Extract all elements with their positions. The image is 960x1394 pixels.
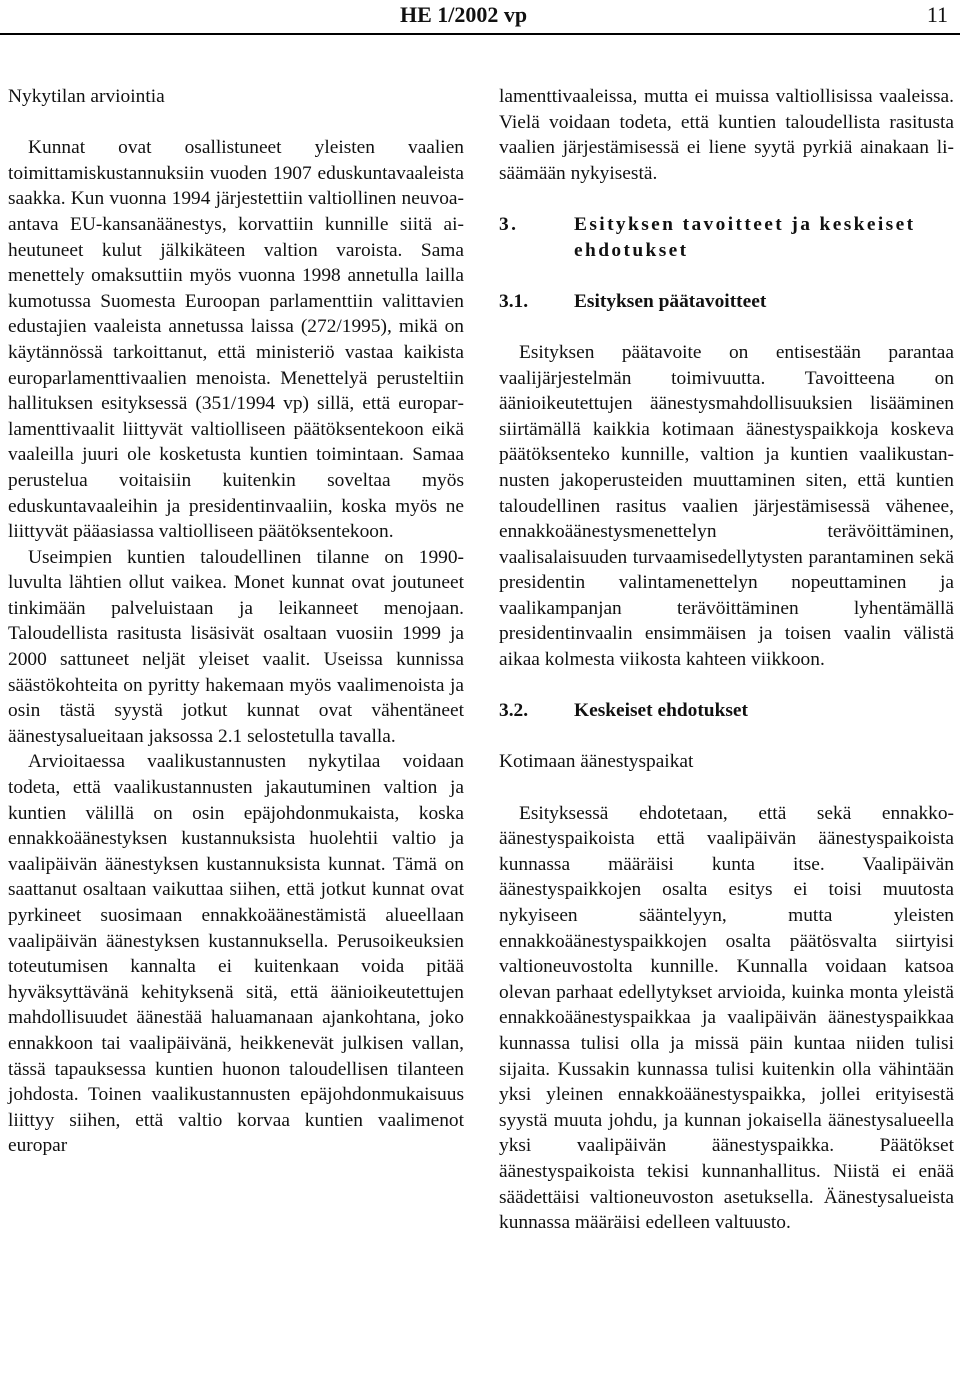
right-column <box>499 84 954 1236</box>
paragraph: Esityksen päätavoite on entisestään parantaa vaalijärjestelmän toimivuutta. Tavoitteena on äänioikeutettujen äänestysmahdollisuuksien lisääminen siirtämällä kaikkia kotimaan äänestyspaikkoja koskeva päätöksenteko kunnille, valtion ja kuntien vaalikustannusten jakoperusteiden muuttaminen siten, että kuntien taloudellinen rasitus vaalien järjestämisessä vähenee, ennakkoäänestysmenettelyn terävöittäminen, vaalisalaisuuden turvaamisedellytysten parantaminen sekä presidentin valintamenettelyn nopeuttaminen ja vaalikampanjan terävöittäminen lyhentämällä presidentinvaalin ensimmäisen ja toisen vaalin välistä aikaa kolmesta viikosta kahteen viikkoon. <box>499 341 954 671</box>
left-column <box>8 84 464 1159</box>
paragraph: Esityksessä ehdotetaan, että sekä ennakkoäänestyspaikoista että vaalipäivän äänestyspaikoista kunnassa määräisi kunta itse. Vaalipäivän äänestyspaikkojen osalta esitys ei toisi muutosta nykyiseen sääntelyyn, mutta yleisten ennakkoäänestyspaikkojen osalta päätösvalta siirtyisi valtioneuvostolta kunnille. Kunnalla voidaan katsoa olevan parhaat edellytykset arvioida, kuinka monta yleistä ennakkoäänestyspaikkaa ja vaalipäivän äänestyspaikkaa kunnassa tulisi olla ja missä päin kuntaa niiden tulisi sijaita. Kussakin kunnassa tulisi kuitenkin olla vähintään yksi yleinen ennakkoäänestyspaikka, jollei erityisestä syystä muuta johdu, ja kunnan jokaisella äänestysalueella yksi vaalipäivän äänestyspaikka. Päätökset äänestyspaikoista tekisi kunnanhallitus. Niistä ei enää säädettäisi valtioneuvoston asetuksella. Äänestysalueista kunnassa määräisi edelleen valtuusto. <box>499 802 954 1234</box>
section-title: Esityksen tavoitteet ja keskeiset ehdotukset <box>574 213 916 261</box>
page-number: 11 <box>926 2 948 27</box>
paragraph: Arvioitaessa vaalikustannusten nykytilaa voidaan todeta, että vaalikustannusten jakautuminen valtion ja kuntien välillä on osin epäjohdonmukaista, koska ennakkoäänestyksen kustannuksista huolehtii valtio ja vaalipäivän äänestyksen kustannuksista kunnat. Tämä on saattanut osaltaan vaikuttaa siihen, että jotkut kunnat ovat pyrkineet suosimaan ennakkoäänestämistä alueellaan vaalipäivän äänestyksen kustannuksella. Perusoikeuksien toteutumisen kannalta ei kuitenkaan voida pitää hyväksyttävänä kehityksenä sitä, että äänioikeutettujen mahdollisuudet äänestää haluamanaan ajankohtana, joko ennakkoon tai vaalipäivänä, heikkenevät julkisen vallan, tässä tapauksessa kuntien huonon taloudellisen tilanteen johdosta. Toinen vaalikustannusten epäjohdonmukaisuus liittyy siihen, että valtio korvaa kuntien vaalimenot europar <box>8 751 464 1157</box>
section-number: 3.2. <box>499 700 529 722</box>
subheading-domestic-polling-places: Kotimaan äänestyspaikat <box>499 751 694 773</box>
section-3-2-heading <box>499 698 954 724</box>
document-title: HE 1/2002 vp <box>400 2 528 27</box>
section-title: Esityksen päätavoitteet <box>574 290 767 312</box>
section-heading-current-state: Nykytilan arviointia <box>8 86 165 107</box>
page-header <box>0 0 960 36</box>
section-3-heading <box>499 212 954 263</box>
section-title: Keskeiset ehdotukset <box>574 700 748 722</box>
header-divider <box>0 33 960 35</box>
section-3-1-heading <box>499 289 954 315</box>
section-number: 3. <box>499 213 519 235</box>
section-number: 3.1. <box>499 290 529 312</box>
paragraph-continuation: lamenttivaaleissa, mutta ei muissa valtiollisissa vaaleissa. Vielä voidaan todeta, että kuntien taloudellista rasitusta vaalien järjestämisessä ei liene syytä pyrkiä ainakaan lisäämään nykyisestä. <box>499 86 954 184</box>
paragraph: Kunnat ovat osallistuneet yleisten vaalien toimittamiskustannuksiin vuoden 1907 eduskuntavaaleista saakka. Kun vuonna 1994 järjestettiin valtiollinen neuvoa-antava EU-kansanäänestys, korvattiin kunnille siitä aiheutuneet kulut jälkikäteen valtion varoista. Sama menettely omaksuttiin myös vuonna 1998 annetulla lailla kumotussa Suomesta Euroopan parlamenttiin valittavien edustajien vaaleista annetussa laissa (272/1995), mikä on käytännössä tarkoittanut, että ministeriö vastaa kaikista europarlamenttivaalien menoista. Menettelyä perusteltiin hallituksen esityksessä (351/1994 vp) sillä, että europarlamenttivaalit liittyvät valtiolliseen päätöksentekoon eikä vaaleilla juuri ole kosketusta kuntien toimintaan. Samaa perustelua voitaisiin kuitenkin soveltaa myös eduskuntavaaleihin ja presidentinvaaliin, koska myös ne liittyvät pääasiassa valtiolliseen päätöksentekoon. <box>8 137 464 543</box>
paragraph: Useimpien kuntien taloudellinen tilanne on 1990-luvulta lähtien ollut vaikea. Monet kunnat ovat joutuneet tinkimään palveluistaan ja leikanneet menojaan. Taloudellista rasitusta lisäsivät osaltaan vuosiin 1999 ja 2000 sattuneet neljät yleiset vaalit. Useissa kunnissa säästökohteita on pyritty hakemaan myös vaalimenoista ja osin tästä syystä jotkut kunnat ovat vähentäneet äänestysalueitaan jaksossa 2.1 selostetulla tavalla. <box>8 546 464 747</box>
